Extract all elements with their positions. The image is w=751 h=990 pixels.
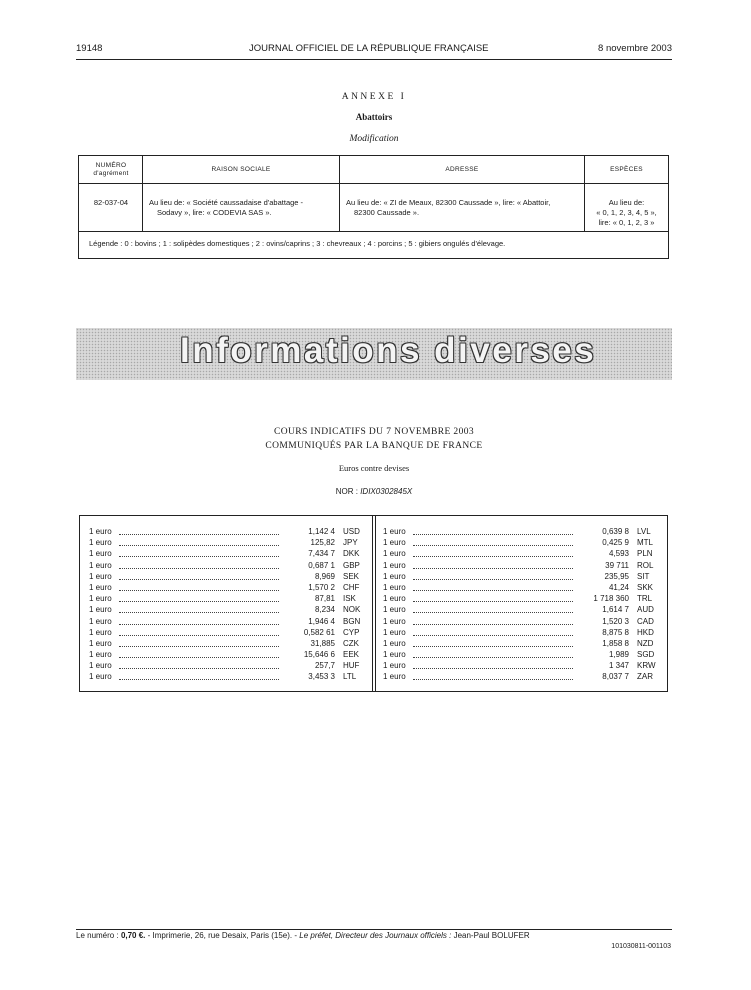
rate-row: [383, 571, 660, 582]
dot-leader: [119, 657, 279, 658]
cell-especes-line2: « 0, 1, 2, 3, 4, 5 »,: [596, 208, 657, 217]
dot-leader: [119, 601, 279, 602]
rate-value: 1,142 4: [308, 527, 335, 536]
rate-value: 0,425 9: [602, 538, 629, 548]
rate-value: 0,687 1: [308, 560, 335, 570]
currency-code: ROL: [637, 560, 654, 570]
currency-code: HUF: [343, 661, 360, 671]
rate-label: 1 euro: [383, 605, 406, 615]
rate-row: [89, 649, 366, 660]
nor-label: NOR :: [335, 487, 358, 496]
rate-row: [383, 560, 660, 571]
rate-row: [89, 548, 366, 559]
table-legend: Légende : 0 : bovins ; 1 : solipèdes domestiques ; 2 : ovins/caprins ; 3 : chevreaux ; 4 : porcins ; 5 : gibiers ongulés d'élevage.: [89, 239, 506, 248]
rate-row: [383, 526, 660, 537]
currency-code: CHF: [343, 582, 360, 592]
rate-value: 8,037 7: [602, 672, 629, 682]
annex-subtitle: Abattoirs: [355, 112, 393, 122]
rates-column-right: [383, 526, 660, 683]
rate-value: 31,885: [310, 638, 335, 648]
rate-value: 1 347: [608, 661, 629, 671]
footer-director-name: Jean-Paul BOLUFER: [453, 931, 530, 940]
rate-value: 4,593: [608, 549, 629, 559]
rate-value: 8,969: [314, 571, 335, 581]
rate-label: 1 euro: [89, 571, 112, 581]
rate-row: [89, 627, 366, 638]
rate-value: 0,639 8: [602, 527, 629, 536]
dot-leader: [119, 635, 279, 636]
dot-leader: [413, 590, 573, 591]
rate-value: 1,614 7: [602, 605, 629, 615]
rate-value: 3,453 3: [308, 672, 335, 682]
rate-value: 1 718 360: [593, 594, 629, 604]
nor-reference: [76, 487, 672, 496]
dot-leader: [119, 612, 279, 613]
currency-code: NZD: [637, 638, 654, 648]
cell-adresse-line1: Au lieu de: « ZI de Meaux, 82300 Caussade », lire: « Abattoir,: [346, 198, 551, 207]
currency-code: HKD: [637, 627, 654, 637]
exchange-rates-table: [79, 515, 668, 692]
dot-leader: [413, 534, 573, 535]
rates-subtitle: Euros contre devises: [338, 463, 410, 473]
rate-row: [89, 593, 366, 604]
currency-code: JPY: [343, 538, 358, 548]
annex-modification: Modification: [349, 134, 399, 144]
rate-row: [383, 593, 660, 604]
cell-numero: 82-037-04: [93, 198, 129, 207]
rate-value: 235,95: [604, 571, 629, 581]
table-legend-rule: [79, 231, 668, 232]
rates-column-left: [89, 526, 366, 683]
rate-label: 1 euro: [383, 538, 406, 548]
rate-row: [383, 660, 660, 671]
rate-value: 1,570 2: [308, 582, 335, 592]
currency-code: BGN: [343, 616, 361, 626]
currency-code: ISK: [343, 594, 356, 604]
rate-label: 1 euro: [89, 527, 112, 536]
footer-imprint: - Imprimerie, 26, rue Desaix, Paris (15e). -: [147, 931, 298, 940]
rate-row: [89, 616, 366, 627]
rate-value: 8,234: [314, 605, 335, 615]
cell-especes: [585, 198, 668, 228]
footer-prefix: Le numéro :: [76, 931, 119, 940]
currency-code: AUD: [637, 605, 654, 615]
dot-leader: [119, 590, 279, 591]
abattoirs-table: [78, 155, 669, 259]
dot-leader: [119, 624, 279, 625]
rate-row: [383, 649, 660, 660]
currency-code: CYP: [343, 627, 360, 637]
nor-value: IDIX0302845X: [360, 487, 413, 496]
rate-value: 87,81: [314, 594, 335, 604]
page-header: [76, 43, 676, 57]
dot-leader: [119, 568, 279, 569]
column-header-raison-sociale: RAISON SOCIALE: [211, 166, 271, 173]
column-header-adresse: ADRESSE: [445, 166, 479, 173]
dot-leader: [413, 657, 573, 658]
rate-value: 1,858 8: [602, 638, 629, 648]
currency-code: TRL: [637, 594, 653, 604]
page-footer: [76, 931, 672, 940]
rates-title-line1: COURS INDICATIFS DU 7 NOVEMBRE 2003: [273, 427, 475, 437]
currency-code: SIT: [637, 571, 650, 581]
rate-row: [89, 526, 366, 537]
footer-prefect: Le préfet, Directeur des Journaux officiels :: [299, 931, 452, 940]
rate-label: 1 euro: [383, 661, 406, 671]
rate-row: [383, 582, 660, 593]
rate-label: 1 euro: [89, 538, 112, 548]
header-rule: [76, 59, 672, 60]
dot-leader: [413, 612, 573, 613]
cell-raison-sociale-line1: Au lieu de: « Société caussadaise d'abattage -: [149, 198, 304, 207]
dot-leader: [119, 579, 279, 580]
rate-value: 41,24: [608, 582, 629, 592]
dot-leader: [413, 679, 573, 680]
currency-code: SEK: [343, 571, 360, 581]
dot-leader: [413, 646, 573, 647]
rate-value: 15,646 6: [303, 650, 335, 660]
rate-row: [89, 604, 366, 615]
column-header-numero-line1: NUMÉRO: [95, 162, 127, 169]
currency-code: DKK: [343, 549, 360, 559]
currency-code: SGD: [637, 650, 655, 660]
rate-value: 39 711: [605, 560, 629, 570]
dot-leader: [413, 668, 573, 669]
rate-label: 1 euro: [89, 627, 112, 637]
dot-leader: [413, 556, 573, 557]
currency-code: KRW: [637, 661, 656, 671]
dot-leader: [413, 568, 573, 569]
rate-label: 1 euro: [89, 638, 112, 648]
currency-code: MTL: [637, 538, 653, 548]
rate-row: [89, 671, 366, 682]
cell-adresse-line2: 82300 Caussade ».: [354, 208, 420, 217]
rate-label: 1 euro: [89, 661, 112, 671]
dot-leader: [119, 646, 279, 647]
rate-value: 0,582 61: [303, 627, 335, 637]
section-banner-title: Informations diverses: [180, 331, 597, 370]
rate-row: [383, 604, 660, 615]
rate-label: 1 euro: [89, 549, 112, 559]
rate-label: 1 euro: [383, 594, 406, 604]
rate-row: [383, 671, 660, 682]
dot-leader: [119, 534, 279, 535]
rate-label: 1 euro: [89, 672, 112, 682]
currency-code: LTL: [343, 672, 357, 682]
rates-column-divider: [372, 516, 376, 691]
rate-row: [89, 537, 366, 548]
rates-title-line2: COMMUNIQUÉS PAR LA BANQUE DE FRANCE: [265, 441, 483, 451]
journal-title: JOURNAL OFFICIEL DE LA RÉPUBLIQUE FRANÇAISE: [249, 43, 489, 54]
rate-label: 1 euro: [383, 560, 406, 570]
footer-code: 101030811-001103: [611, 943, 671, 950]
rate-label: 1 euro: [383, 672, 406, 682]
rate-value: 125,82: [310, 538, 335, 548]
cell-adresse: [346, 198, 582, 218]
currency-code: USD: [343, 527, 360, 536]
rate-label: 1 euro: [383, 549, 406, 559]
currency-code: NOK: [343, 605, 361, 615]
annex-title: ANNEXE I: [341, 92, 407, 102]
footer-rule: [76, 929, 672, 930]
column-header-numero-line2: d'agrément: [93, 170, 129, 177]
dot-leader: [413, 624, 573, 625]
rate-value: 257,7: [314, 661, 335, 671]
rate-value: 7,434 7: [308, 549, 335, 559]
rate-row: [383, 537, 660, 548]
rate-value: 1,520 3: [602, 616, 629, 626]
rate-label: 1 euro: [89, 605, 112, 615]
column-header-numero: [81, 162, 141, 178]
rate-label: 1 euro: [89, 560, 112, 570]
currency-code: LVL: [637, 527, 651, 536]
dot-leader: [119, 679, 279, 680]
rate-label: 1 euro: [383, 627, 406, 637]
rate-label: 1 euro: [89, 616, 112, 626]
rate-value: 1,946 4: [308, 616, 335, 626]
section-banner: [76, 328, 672, 380]
rate-value: 8,875 8: [602, 627, 629, 637]
currency-code: SKK: [637, 582, 654, 592]
rate-label: 1 euro: [383, 582, 406, 592]
dot-leader: [119, 545, 279, 546]
rate-row: [89, 638, 366, 649]
rate-label: 1 euro: [89, 594, 112, 604]
column-header-especes: ESPÈCES: [610, 166, 643, 173]
cell-especes-line1: Au lieu de:: [608, 198, 645, 207]
currency-code: EEK: [343, 650, 360, 660]
dot-leader: [413, 545, 573, 546]
rate-row: [89, 571, 366, 582]
cell-especes-line3: lire: « 0, 1, 2, 3 »: [598, 218, 655, 227]
rate-label: 1 euro: [383, 650, 406, 660]
table-header-rule: [79, 183, 668, 184]
rate-row: [383, 616, 660, 627]
rate-row: [89, 582, 366, 593]
cell-raison-sociale: [149, 198, 335, 218]
dot-leader: [413, 601, 573, 602]
rate-row: [383, 548, 660, 559]
rate-label: 1 euro: [383, 638, 406, 648]
rate-row: [383, 638, 660, 649]
rate-row: [383, 627, 660, 638]
currency-code: ZAR: [637, 672, 653, 682]
dot-leader: [413, 635, 573, 636]
dot-leader: [413, 579, 573, 580]
currency-code: CAD: [637, 616, 654, 626]
rate-label: 1 euro: [383, 527, 406, 536]
dot-leader: [119, 668, 279, 669]
page-number: 19148: [76, 43, 103, 54]
cell-raison-sociale-line2: Sodavy », lire: « CODEVIA SAS ».: [157, 208, 272, 217]
rate-value: 1,989: [608, 650, 629, 660]
rate-row: [89, 560, 366, 571]
rate-label: 1 euro: [89, 582, 112, 592]
rate-label: 1 euro: [383, 571, 406, 581]
currency-code: PLN: [637, 549, 653, 559]
currency-code: CZK: [343, 638, 359, 648]
rate-row: [89, 660, 366, 671]
issue-date: 8 novembre 2003: [598, 43, 672, 54]
currency-code: GBP: [343, 560, 360, 570]
dot-leader: [119, 556, 279, 557]
rate-label: 1 euro: [383, 616, 406, 626]
rate-label: 1 euro: [89, 650, 112, 660]
footer-price: 0,70 €.: [120, 931, 146, 940]
